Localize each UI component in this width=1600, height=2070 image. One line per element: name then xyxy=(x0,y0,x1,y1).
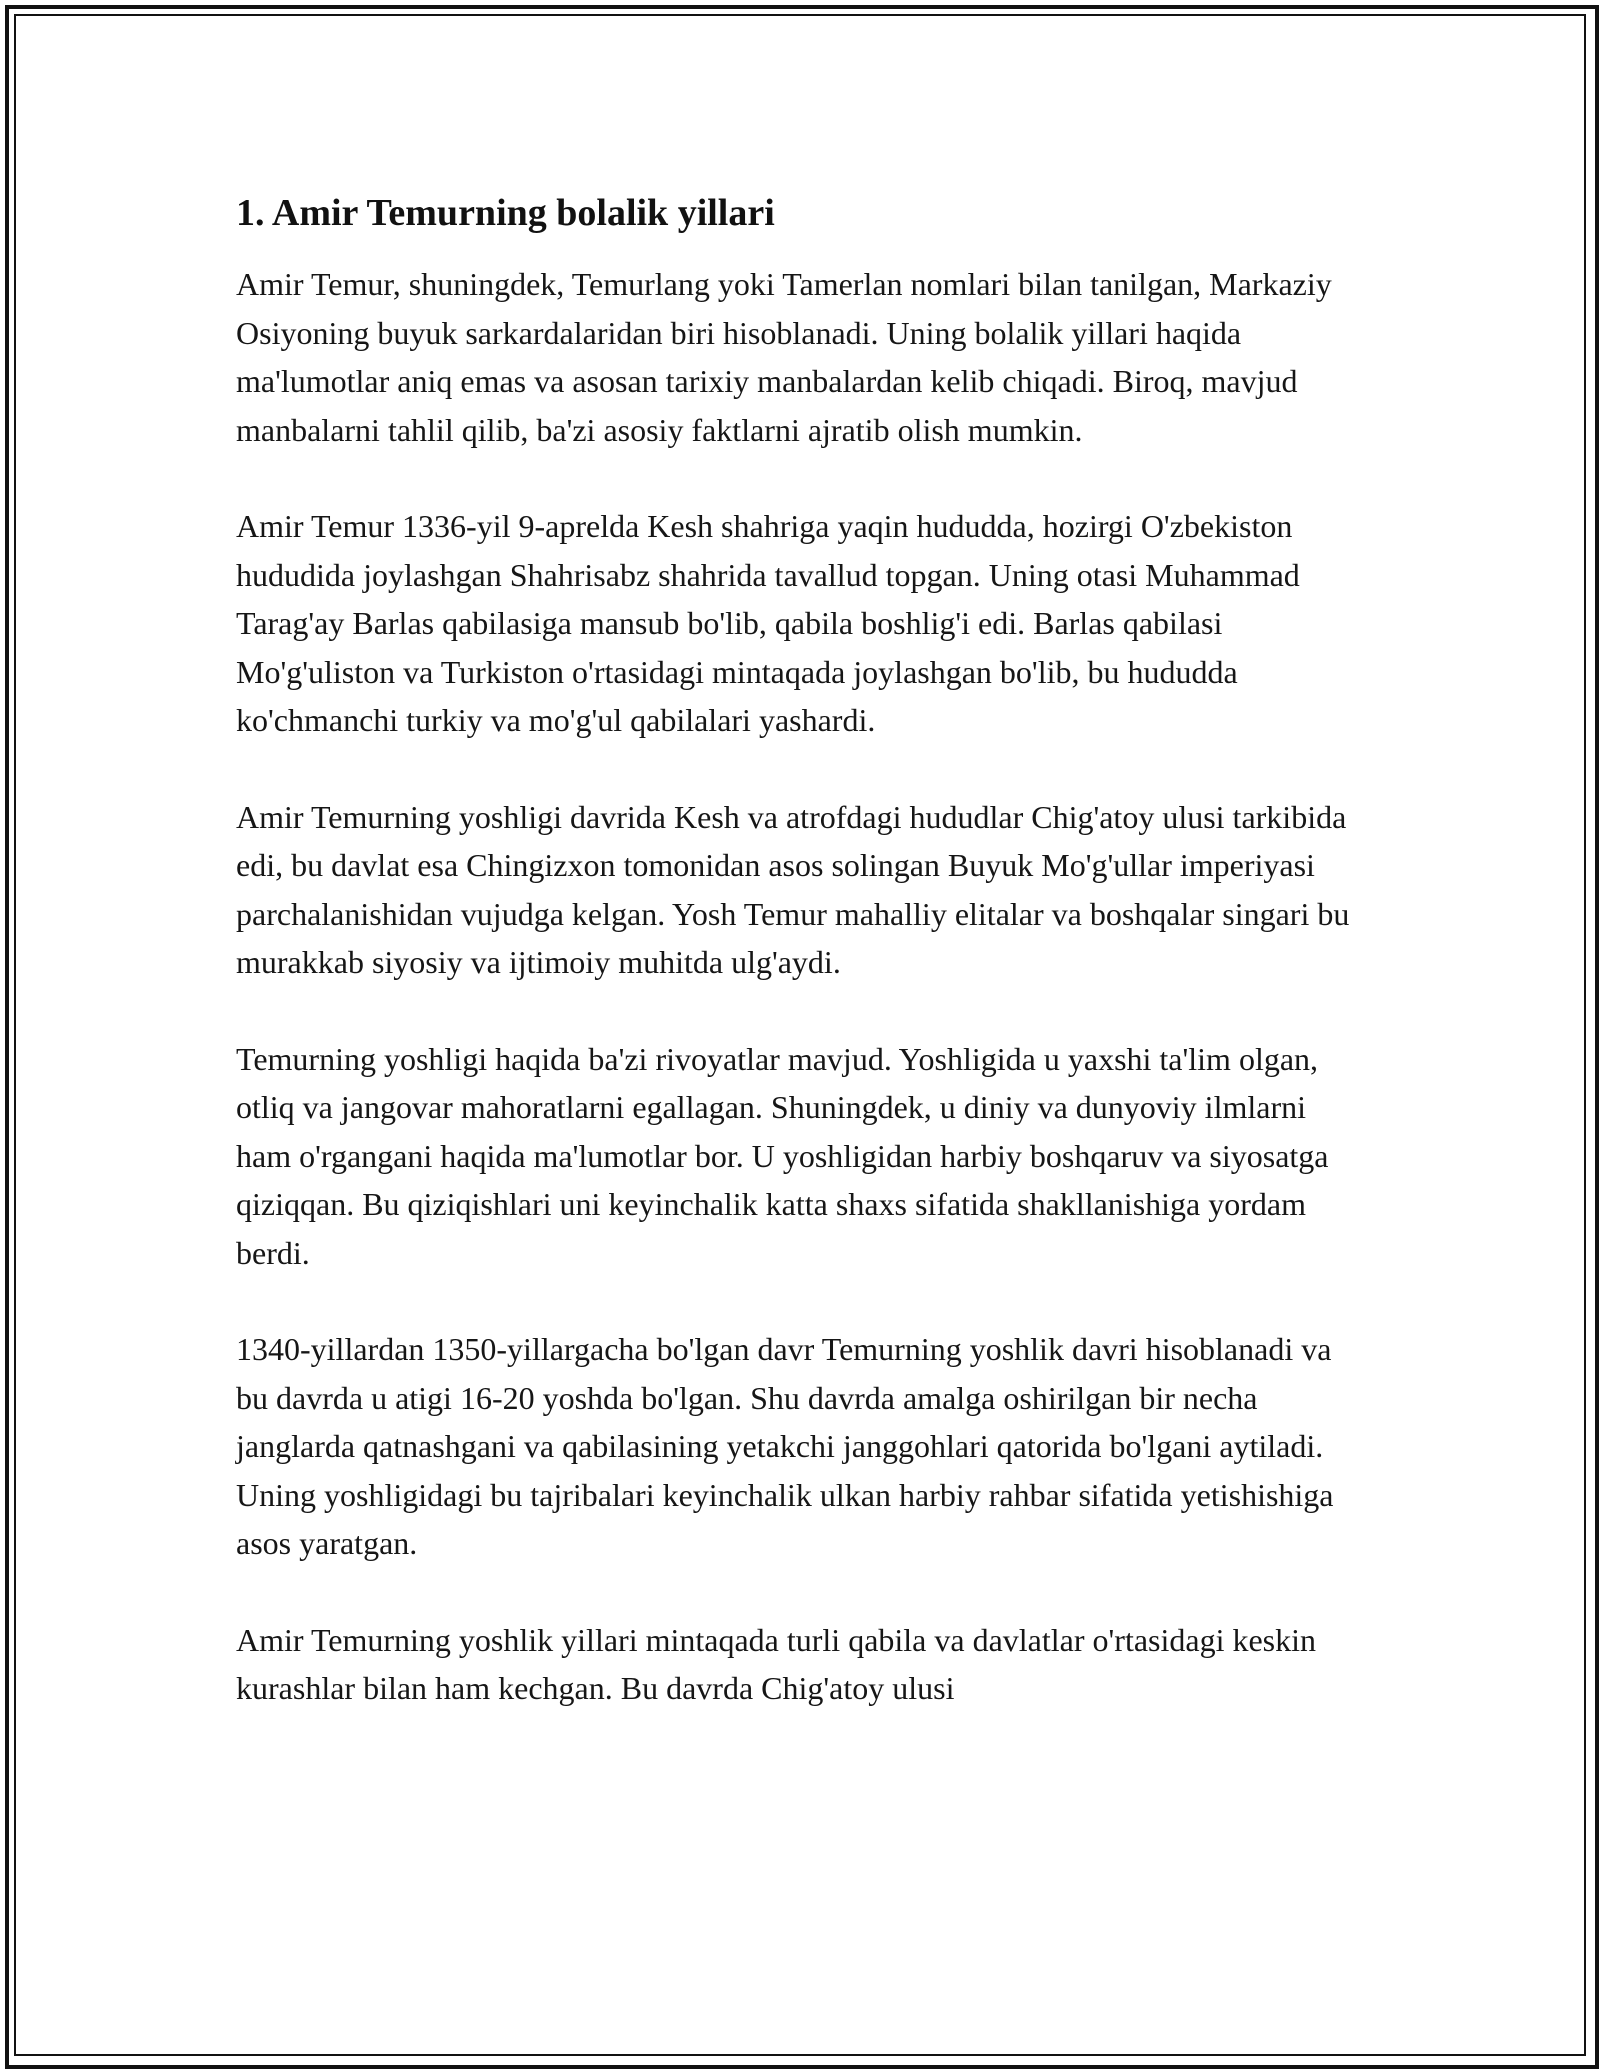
document-body xyxy=(236,186,1366,1761)
paragraph-5: 1340-yillardan 1350-yillargacha bo'lgan davr Temurning yoshlik davri hisoblanadi va bu davrda u atigi 16-20 yoshda bo'lgan. Shu davrda amalga oshirilgan bir necha janglarda qatnashgani va qabilasining yetakchi janggohlari qatorida bo'lgani aytiladi. Uning yoshligidagi bu tajribalari keyinchalik ulkan harbiy rahbar sifatida yetishishiga asos yaratgan. xyxy=(236,1331,1334,1561)
paragraph-6: Amir Temurning yoshlik yillari mintaqada turli qabila va davlatlar o'rtasidagi keskin kurashlar bilan ham kechgan. Bu davrda Chig'atoy ulusi xyxy=(236,1621,1317,1706)
paragraph-3: Amir Temurning yoshligi davrida Kesh va atrofdagi hududlar Chig'atoy ulusi tarkibida edi, bu davlat esa Chingizxon tomonidan asos solingan Buyuk Mo'g'ullar imperiyasi parchalanishidan vujudga kelgan. Yosh Temur mahalliy elitalar va boshqalar singari bu murakkab siyosiy va ijtimoiy muhitda ulg'aydi. xyxy=(236,798,1350,980)
paragraph-1: Amir Temur, shuningdek, Temurlang yoki Tamerlan nomlari bilan tanilgan, Markaziy Osiyoning buyuk sarkardalaridan biri hisoblanadi. Uning bolalik yillari haqida ma'lumotlar aniq emas va asosan tarixiy manbalardan kelib chiqadi. Biroq, mavjud manbalarni tahlil qilib, ba'zi asosiy faktlarni ajratib olish mumkin. xyxy=(236,266,1332,448)
section-heading: 1. Amir Temurning bolalik yillari xyxy=(236,192,775,234)
paragraph-4: Temurning yoshligi haqida ba'zi rivoyatlar mavjud. Yoshligida u yaxshi ta'lim olgan, otliq va jangovar mahoratlarni egallagan. Shuningdek, u diniy va dunyoviy ilmlarni ham o'rgangani haqida ma'lumotlar bor. U yoshligidan harbiy boshqaruv va siyosatga qiziqqan. Bu qiziqishlari uni keyinchalik katta shaxs sifatida shakllanishiga yordam berdi. xyxy=(236,1040,1329,1271)
paragraph-2: Amir Temur 1336-yil 9-aprelda Kesh shahriga yaqin hududda, hozirgi O'zbekiston hududida joylashgan Shahrisabz shahrida tavallud topgan. Uning otasi Muhammad Tarag'ay Barlas qabilasiga mansub bo'lib, qabila boshlig'i edi. Barlas qabilasi Mo'g'uliston va Turkiston o'rtasidagi mintaqada joylashgan bo'lib, bu hududda ko'chmanchi turkiy va mo'g'ul qabilalari yashardi. xyxy=(236,508,1300,738)
